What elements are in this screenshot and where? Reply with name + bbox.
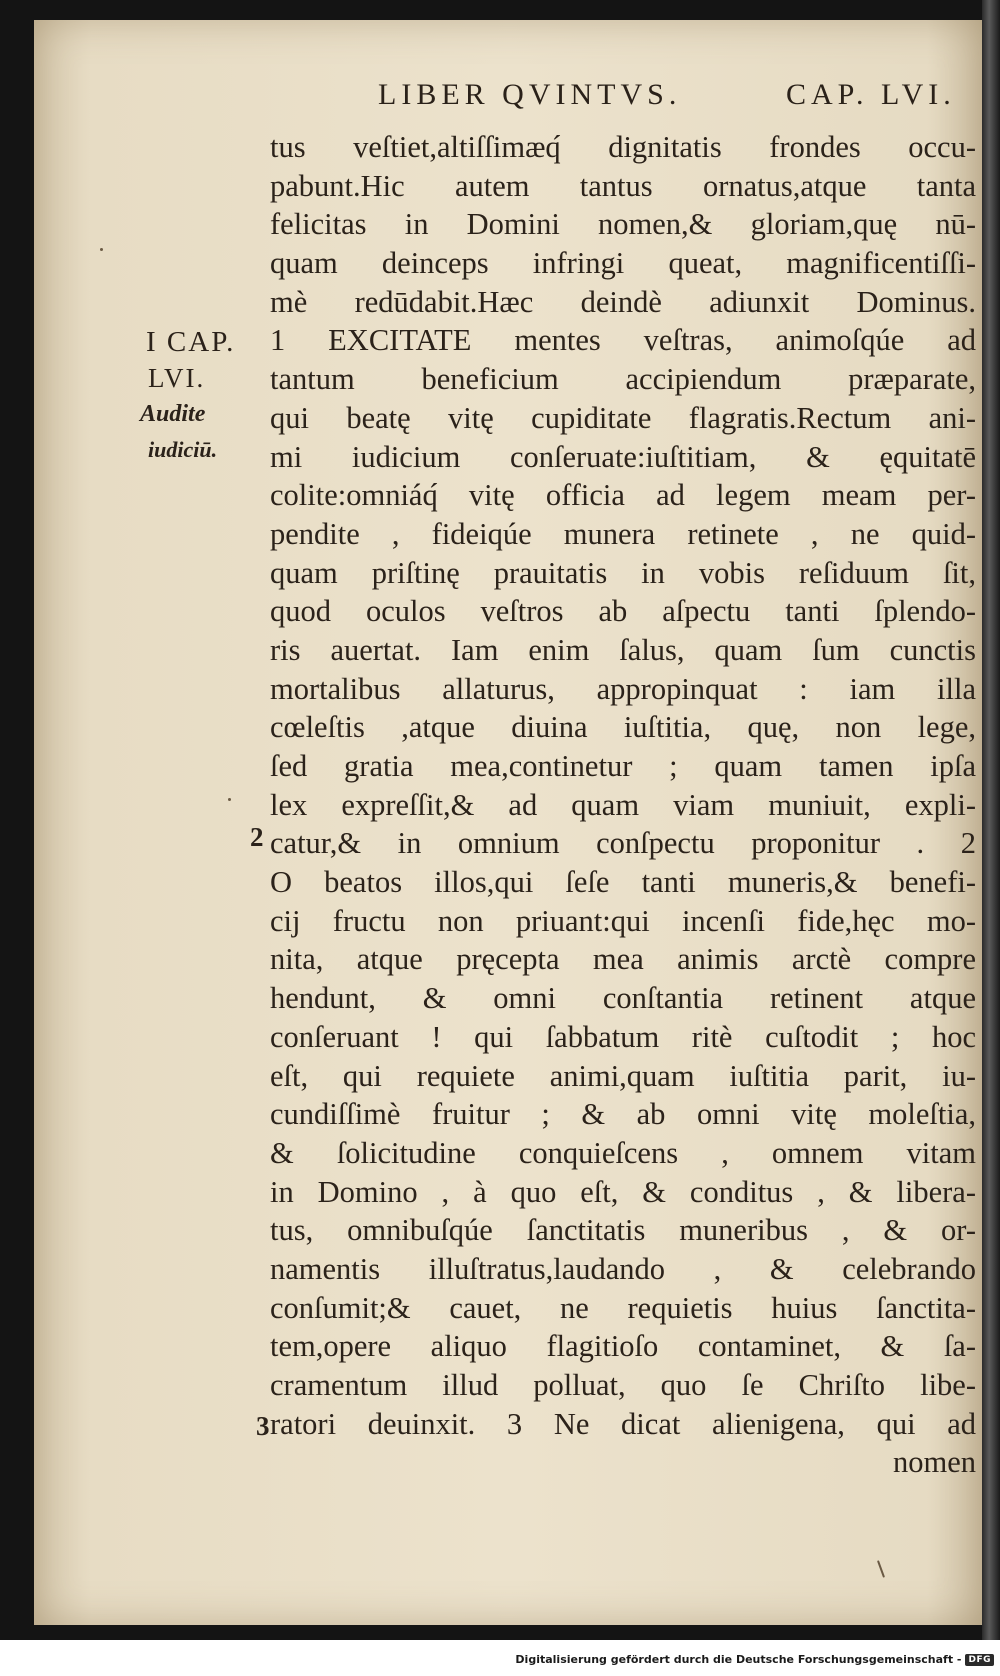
- running-head-chapter: CAP. LVI.: [786, 78, 956, 111]
- text-line: mi iudicium conſeruate:iuſtitiam, & ęquitatē: [270, 439, 976, 474]
- text-line: 1 EXCITATE mentes veſtras, animoſqúe ad: [270, 323, 976, 358]
- text-line: tus veſtiet,altiſſimæq́ dignitatis frondes occu-: [270, 130, 976, 164]
- text-line: & ſolicitudine conquieſcens , omnem vitam: [270, 1135, 976, 1170]
- text-line: cramentum illud polluat, quo ſe Chriſto libe-: [270, 1368, 976, 1402]
- text-line: qui beatę vitę cupiditate flagratis.Rectum ani-: [270, 400, 976, 435]
- margin-verse-2: 2: [250, 822, 264, 852]
- text-line: conſumit;& cauet, ne requietis huius ſanctita-: [270, 1290, 976, 1325]
- text-line: ris auertat. Iam enim ſalus, quam ſum cunctis: [270, 632, 976, 667]
- text-line: cij fructu non priuant:qui incenſi fide,hęc mo-: [270, 903, 976, 938]
- text-line: pendite , fideiqúe munera retinete , ne quid-: [270, 516, 976, 551]
- text-line: O beatos illos,qui ſeſe tanti muneris,& benefi-: [270, 865, 976, 900]
- paper-speck: [100, 248, 103, 251]
- text-line: quod oculos veſtros ab aſpectu tanti ſplendo-: [270, 594, 976, 629]
- margin-chapter-label: I CAP.: [146, 326, 236, 358]
- text-line: felicitas in Domini nomen,& gloriam,quę nū-: [270, 207, 976, 242]
- text-line: quam deinceps infringi queat, magnificentiſſi-: [270, 246, 976, 281]
- text-line: ratori deuinxit. 3 Ne dicat alienigena, qui ad: [270, 1406, 976, 1441]
- text-line: nita, atque pręcepta mea animis arctè compre: [270, 942, 976, 977]
- text-line: eſt, qui requiete animi,quam iuſtitia parit, iu-: [270, 1058, 976, 1093]
- running-head-book: LIBER QVINTVS.: [378, 78, 682, 111]
- text-line: tem,opere aliquo flagitioſo contaminet, & ſa-: [270, 1329, 976, 1364]
- text-line: ſed gratia mea,continetur ; quam tamen ipſa: [270, 749, 976, 783]
- running-head: [378, 78, 978, 112]
- text-line: hendunt, & omni conſtantia retinent atque: [270, 981, 976, 1016]
- footer-credit: Digitalisierung gefördert durch die Deutsche Forschungsgemeinschaft -: [515, 1653, 962, 1666]
- paper-speck: [228, 798, 231, 801]
- text-line: namentis illuſtratus,laudando , & celebrando: [270, 1251, 976, 1286]
- digitization-footer: [515, 1653, 994, 1666]
- text-line: mortalibus allaturus, appropinquat : iam illa: [270, 671, 976, 706]
- text-line: nomen: [892, 1445, 976, 1480]
- text-line: cœleſtis ,atque diuina iuſtitia, quę, non lege,: [270, 710, 976, 745]
- text-line: tantum beneficium accipiendum præparate,: [270, 362, 976, 397]
- margin-verse-3: 3: [256, 1411, 270, 1441]
- text-line: pabunt.Hic autem tantus ornatus,atque tanta: [270, 168, 976, 203]
- text-line: mè redūdabit.Hæc deindè adiunxit Dominus.: [270, 284, 976, 319]
- body-text: [270, 128, 976, 1482]
- text-line: quam priſtinę prauitatis in vobis reſiduum ſit,: [270, 555, 976, 590]
- text-line: colite:omniáq́ vitę officia ad legem meam per-: [270, 478, 976, 513]
- page-edge-strip: [982, 0, 1000, 1640]
- text-line: cundiſſimè fruitur ; & ab omni vitę moleſtia,: [270, 1097, 976, 1132]
- margin-gloss-line1: Audite: [140, 401, 206, 427]
- dfg-logo-icon: DFG: [965, 1654, 994, 1666]
- text-line: tus, omnibuſqúe ſanctitatis muneribus , & or-: [270, 1213, 976, 1248]
- text-line: lex expreſſit,& ad quam viam muniuit, expli-: [270, 787, 976, 822]
- margin-gloss-line2: iudiciū.: [148, 437, 218, 462]
- text-line: catur,& in omnium conſpectu proponitur . 2: [270, 826, 976, 861]
- text-line: in Domino , à quo eſt, & conditus , & libera-: [270, 1174, 976, 1209]
- text-line: conſeruant ! qui ſabbatum ritè cuſtodit ; hoc: [270, 1019, 976, 1054]
- margin-chapter-roman: LVI.: [148, 363, 206, 393]
